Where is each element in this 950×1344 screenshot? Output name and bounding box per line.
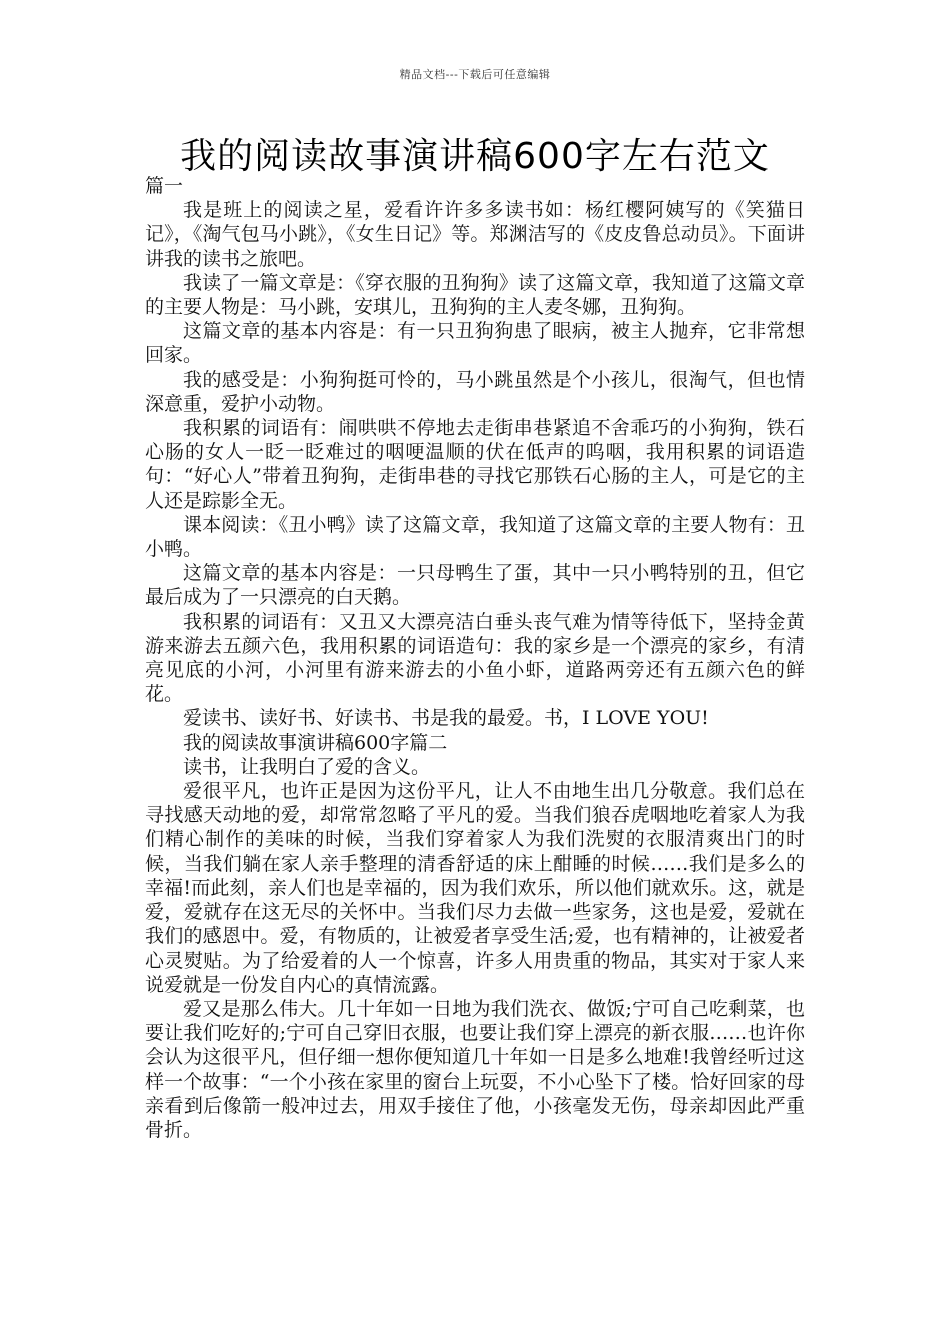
- subheading: 我的阅读故事演讲稿600字篇二: [183, 731, 448, 754]
- paragraph: 这篇文章的基本内容是：有一只丑狗狗患了眼病，被主人抛弃，它非常想回家。: [145, 320, 805, 367]
- section-label: 篇一: [145, 175, 184, 197]
- paragraph: 读书，让我明白了爱的含义。: [183, 755, 431, 778]
- paragraph: 我积累的词语有：又丑又大漂亮洁白垂头丧气难为情等待低下，坚持金黄游来游去五颜六色，我用积累的词语造句：我的家乡是一个漂亮的家乡，有清亮见底的小河，小河里有游来游去的小鱼小虾，道路两旁还有五颜六色的鲜花。: [145, 610, 805, 706]
- paragraph: 我读了一篇文章是：《穿衣服的丑狗狗》读了这篇文章，我知道了这篇文章的主要人物是：马小跳，安琪儿，丑狗狗的主人麦冬娜，丑狗狗。: [145, 271, 805, 319]
- paragraph: 我是班上的阅读之星，爱看许许多多读书如：杨红樱阿姨写的《笑猫日记》，《淘气包马小跳》，《女生日记》等。郑渊洁写的《皮皮鲁总动员》。下面讲讲我的读书之旅吧。: [145, 199, 805, 270]
- document-title: 我的阅读故事演讲稿600字左右范文: [180, 136, 770, 177]
- paragraph: 这篇文章的基本内容是：一只母鸭生了蛋，其中一只小鸭特别的丑，但它最后成为了一只漂亮的白天鹅。: [145, 562, 805, 609]
- paragraph: 爱又是那么伟大。几十年如一日地为我们洗衣、做饭;宁可自己吃剩菜，也要让我们吃好的;宁可自己穿旧衣服，也要让我们穿上漂亮的新衣服……也许你会认为这很平凡，但仔细一想你便知道几十年如一日是多么地难!我曾经听过这样一个故事：“一个小孩在家里的窗台上玩耍，不小心坠下了楼。恰好回家的母亲看到后像箭一般冲过去，用双手接住了他，小孩毫发无伤，母亲却因此严重骨折。: [145, 997, 805, 1141]
- document-body: [145, 174, 805, 1142]
- header-note: 精品文档---下载后可任意编辑: [399, 68, 551, 81]
- paragraph: 课本阅读：《丑小鸭》读了这篇文章，我知道了这篇文章的主要人物有：丑小鸭。: [145, 513, 805, 561]
- paragraph: 爱读书、读好书、好读书、书是我的最爱。书，I LOVE YOU!: [183, 707, 709, 730]
- paragraph: 爱很平凡，也许正是因为这份平凡，让人不由地生出几分敬意。我们总在寻找感天动地的爱，却常常忽略了平凡的爱。当我们狼吞虎咽地吃着家人为我们精心制作的美味的时候，当我们穿着家人为我们洗熨的衣服清爽出门的时候，当我们躺在家人亲手整理的清香舒适的床上酣睡的时候……我们是多么的幸福!而此刻，亲人们也是幸福的，因为我们欢乐，所以他们就欢乐。这，就是爱，爱就存在这无尽的关怀中。当我们尽力去做一些家务，这也是爱，爱就在我们的感恩中。爱，有物质的，让被爱者享受生活;爱，也有精神的，让被爱者心灵熨贴。为了给爱着的人一个惊喜，许多人用贵重的物品，其实对于家人来说爱就是一份发自内心的真情流露。: [145, 780, 805, 996]
- paragraph: 我积累的词语有：闹哄哄不停地去走街串巷紧追不舍乖巧的小狗狗，铁石心肠的女人一眨一眨难过的咽哽温顺的伏在低声的呜咽，我用积累的词语造句：“好心人”带着丑狗狗，走街串巷的寻找它那铁石心肠的主人，可是它的主人还是踪影全无。: [145, 417, 805, 512]
- paragraph: 我的感受是：小狗狗挺可怜的，马小跳虽然是个小孩儿，很淘气，但也情深意重，爱护小动物。: [145, 368, 805, 415]
